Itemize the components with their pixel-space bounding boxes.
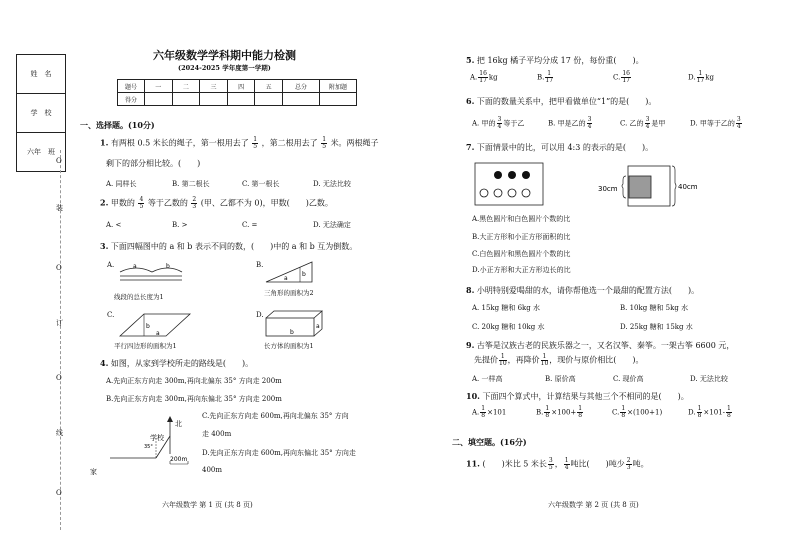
fraction (645, 117, 651, 130)
option-a[interactable] (470, 71, 498, 84)
denominator: 4 (497, 123, 502, 130)
question-2 (100, 197, 333, 210)
numerator: 3 (736, 116, 741, 123)
numerator: 4 (139, 196, 144, 203)
option-c[interactable]: C. 现价高 (613, 375, 644, 383)
numerator: 1 (578, 405, 583, 412)
label-a: a (316, 323, 320, 330)
section-title: 一、选择题。(10分) (80, 120, 155, 130)
numerator: 1 (698, 70, 703, 77)
fraction (626, 458, 632, 471)
denominator: 17 (479, 77, 487, 84)
score-row-label: 得分 (118, 93, 145, 106)
numerator: 1 (322, 136, 327, 143)
fraction (548, 458, 554, 471)
fraction (497, 117, 503, 130)
denominator: 8 (578, 412, 583, 419)
option-d[interactable]: D.先向正东方向走 600m,再向东偏北 35° 方向走 (202, 449, 356, 457)
option-d[interactable]: D. 25kg 糖和 15kg 水 (620, 323, 693, 331)
numerator: 2 (626, 457, 631, 464)
fraction (191, 197, 197, 210)
denominator: 8 (481, 412, 486, 419)
question-text: ，第二根用去了 (261, 138, 318, 148)
question-text: 有两根 0.5 米长的绳子，第一根用去了 (110, 138, 249, 148)
white-circle (494, 189, 502, 197)
numerator: 1 (481, 405, 486, 412)
question-1 (100, 137, 379, 150)
option-prefix: B. (536, 408, 544, 417)
angle-label: 35° (144, 444, 153, 450)
score-header-cell: 附加题 (320, 80, 357, 93)
figure-d-label[interactable]: D. (256, 311, 264, 319)
fraction (587, 117, 593, 130)
page-title: 六年级数学学科期中能力检测 (153, 49, 296, 62)
denominator: 10 (540, 360, 549, 367)
question-number: 9. (466, 340, 475, 350)
option-prefix: B. (537, 73, 545, 82)
option-prefix: A. (472, 408, 480, 417)
question-text-line2: 剩下的部分相比较。( ) (106, 159, 201, 168)
denominator: 4 (736, 123, 741, 130)
fraction (620, 406, 626, 419)
question-4 (100, 359, 253, 368)
option-b[interactable]: B. 第二根长 (172, 180, 210, 188)
denominator: 4 (587, 123, 592, 130)
option-b[interactable]: B.先向正东方向走 300m,再向东偏北 35° 方向走 200m (106, 395, 282, 403)
label-b: b (290, 329, 294, 336)
white-circle (508, 189, 516, 197)
fraction (621, 71, 631, 84)
question-number: 10. (466, 391, 480, 401)
binding-mark: O (56, 264, 62, 272)
option-text: C. 乙的 (620, 119, 644, 128)
black-circle (522, 171, 530, 179)
denominator: 8 (697, 412, 702, 419)
binding-mark: 装 (56, 204, 63, 212)
option-d[interactable]: D. 无法比较 (690, 375, 728, 383)
fraction (736, 117, 742, 130)
numerator: 1 (253, 136, 258, 143)
numerator: 1 (564, 457, 569, 464)
figure-b-caption: 三角形的面积为2 (264, 289, 314, 297)
option-b[interactable] (548, 117, 593, 130)
denominator: 17 (622, 77, 630, 84)
option-b[interactable]: B. > (172, 221, 188, 229)
option-b[interactable] (537, 71, 554, 84)
option-c[interactable] (620, 117, 665, 130)
question-text: ( )米比 5 米长 (482, 459, 547, 469)
label-30cm: 30cm (598, 185, 618, 193)
option-a[interactable]: A.先向正东方向走 300m,再向北偏东 35° 方向走 200m (106, 377, 282, 385)
option-prefix: C. (612, 408, 620, 417)
denominator: 5 (548, 464, 553, 471)
page-subtitle: (2024-2025 学年度第一学期) (178, 64, 271, 72)
option-d-line2[interactable]: 400m (202, 466, 222, 474)
question-text: 等于乙数的 (147, 198, 188, 208)
question-text: ，现价与原价相比( )。 (549, 355, 644, 365)
question-9-line2 (474, 354, 644, 367)
option-a[interactable] (472, 406, 506, 419)
option-a[interactable]: A.黑色圆片和白色圆片个数的比 (472, 215, 571, 223)
question-text: 把 16kg 橘子平均分成 17 份，每份重( )。 (476, 56, 644, 65)
denominator: 5 (322, 143, 327, 150)
numerator: 1 (697, 405, 702, 412)
figure-a-caption: 线段的总长度为1 (114, 293, 164, 301)
fraction (545, 71, 553, 84)
denominator: 3 (626, 464, 631, 471)
fraction (478, 71, 488, 84)
white-circle (522, 189, 530, 197)
binding-mark: O (56, 157, 62, 165)
question-9 (466, 341, 734, 350)
question-number: 1. (100, 137, 109, 148)
denominator: 17 (545, 77, 554, 84)
label-b: b (166, 263, 170, 270)
option-d[interactable] (688, 406, 733, 419)
option-text: 是甲 (651, 119, 666, 128)
question-number: 4. (100, 358, 109, 368)
score-cell[interactable] (283, 93, 320, 106)
option-a[interactable] (472, 117, 524, 130)
black-circle (508, 171, 516, 179)
option-c-line2[interactable]: 走 400m (202, 430, 232, 438)
score-header-cell: 五 (255, 80, 283, 93)
unit: kg (488, 73, 498, 82)
question-text: 小明特别爱喝甜的水，请你帮他选一个最甜的配置方法( )。 (476, 286, 700, 295)
school-label: 学校 (150, 434, 164, 442)
class-cell: 六年 班 (17, 133, 66, 172)
question-number: 8. (466, 285, 475, 295)
north-label: 北 (175, 420, 182, 428)
option-text: B. 甲是乙的 (548, 119, 586, 128)
question-text: 古筝是汉族古老的民族乐器之一，又名汉筝、秦筝。一架古筝 6600 元， (476, 341, 735, 350)
figure-c-caption: 平行四边形的面积为1 (114, 342, 177, 350)
denominator: 8 (545, 412, 550, 419)
option-a[interactable]: A. 一样高 (472, 375, 503, 383)
fraction (726, 406, 732, 419)
student-info-box (16, 54, 66, 172)
question-text: 下面四个算式中，计算结果与其他三个不相同的是( )。 (482, 392, 689, 401)
question-text: ，再降价 (507, 355, 540, 365)
option-prefix: D. (688, 408, 696, 417)
numerator: 1 (542, 353, 547, 360)
question-text: 如图，从家到学校所走的路线是( )。 (110, 359, 254, 368)
footer-right: 六年级数学 第 2 页 (共 8 页) (548, 501, 639, 509)
figure-c-parallelogram (114, 310, 194, 340)
option-b[interactable]: B.大正方形和小正方形面积的比 (472, 233, 571, 241)
option-b[interactable]: B. 10kg 糖和 5kg 水 (620, 304, 689, 312)
option-b[interactable]: B. 原价高 (545, 375, 576, 383)
numerator: 16 (479, 70, 487, 77)
fraction (541, 354, 549, 367)
numerator: 3 (587, 116, 592, 123)
fraction (697, 71, 705, 84)
score-cell[interactable] (200, 93, 228, 106)
option-c[interactable] (612, 406, 662, 419)
question-text: 米。两根绳子 (330, 138, 379, 148)
scale-label: 200m (170, 456, 188, 463)
figure-b-label[interactable]: B. (256, 261, 264, 269)
route-map (84, 414, 202, 480)
score-header-cell: 一 (145, 80, 173, 93)
option-d[interactable]: D. 无法确定 (313, 221, 351, 229)
denominator: 3 (192, 203, 197, 210)
binding-mark: 线 (56, 429, 63, 437)
white-circle (480, 189, 488, 197)
fraction (544, 406, 550, 419)
score-cell[interactable] (172, 93, 200, 106)
question-text: 吨。 (632, 459, 649, 469)
fraction (252, 137, 258, 150)
figure-d-caption: 长方体的面积为1 (264, 342, 314, 350)
option-c[interactable]: C.白色圆片和黑色圆片个数的比 (472, 250, 571, 258)
option-b[interactable] (536, 406, 584, 419)
option-prefix: C. (613, 73, 621, 82)
question-text: 下面情景中的比，可以用 4:3 的表示的是( )。 (476, 143, 654, 152)
option-d[interactable]: D.小正方形和大正方形边长的比 (472, 266, 571, 274)
numerator: 3 (497, 116, 502, 123)
black-circle (494, 171, 502, 179)
fraction (321, 137, 327, 150)
option-text: ×101 (487, 408, 507, 417)
denominator: 8 (621, 412, 626, 419)
question-7 (466, 143, 653, 152)
squares-figure (596, 164, 706, 208)
score-header-cell: 三 (200, 80, 228, 93)
question-5 (466, 56, 644, 65)
figure-d-cuboid (262, 308, 326, 340)
question-number: 6. (466, 96, 475, 106)
numerator: 1 (500, 353, 505, 360)
score-cell[interactable] (255, 93, 283, 106)
question-text: 吨比( )吨少 (570, 459, 625, 469)
question-number: 11. (466, 458, 480, 469)
denominator: 8 (727, 412, 731, 419)
option-text: ×101- (703, 408, 726, 417)
denominator: 17 (696, 77, 705, 84)
option-text: D. 甲等于乙的 (690, 119, 735, 128)
option-d[interactable]: D. 无法比较 (313, 180, 351, 188)
option-text: 等于乙 (503, 119, 525, 128)
option-c[interactable]: C.先向正东方向走 600m,再向北偏东 35° 方向 (202, 412, 349, 420)
question-11 (466, 458, 649, 471)
label-a: a (284, 275, 288, 282)
question-text: 甲数的 (110, 198, 135, 208)
figure-c-label[interactable]: C. (107, 311, 115, 319)
score-cell[interactable] (227, 93, 255, 106)
section-title: 二、填空题。(16分) (452, 437, 527, 447)
school-cell: 学 校 (17, 94, 66, 133)
binding-mark: O (56, 374, 62, 382)
option-prefix: D. (688, 73, 696, 82)
question-text: 下面的数量关系中，把甲看做单位“1”的是( )。 (476, 97, 657, 106)
numerator: 16 (622, 70, 630, 77)
footer-left: 六年级数学 第 1 页 (共 8 页) (162, 501, 253, 509)
fraction (697, 406, 703, 419)
question-8 (466, 286, 699, 295)
question-text: 下面四幅图中的 a 和 b 表示不同的数，( )中的 a 和 b 互为倒数。 (110, 242, 358, 251)
binding-mark: O (56, 489, 62, 497)
numerator: 1 (727, 405, 731, 412)
question-number: 5. (466, 55, 475, 65)
home-label: 家 (90, 468, 97, 476)
question-text: ， (554, 459, 563, 469)
option-d[interactable] (690, 117, 743, 130)
option-d[interactable] (688, 71, 714, 84)
numerator: 3 (548, 457, 553, 464)
option-c[interactable]: C. 20kg 糖和 10kg 水 (472, 323, 545, 331)
name-cell: 姓 名 (17, 55, 66, 94)
denominator: 5 (253, 143, 258, 150)
denominator: 4 (564, 464, 569, 471)
option-text: ×(100+1) (627, 408, 663, 417)
option-c[interactable]: C. = (242, 221, 258, 229)
binding-mark: 订 (56, 319, 63, 327)
numerator: 1 (547, 70, 552, 77)
question-number: 2. (100, 197, 109, 208)
score-cell[interactable] (145, 93, 173, 106)
numerator: 3 (645, 116, 650, 123)
option-prefix: A. (470, 73, 478, 82)
option-a[interactable]: A. < (106, 221, 122, 229)
option-text: A. 甲的 (472, 119, 496, 128)
label-40cm: 40cm (678, 183, 698, 191)
circles-figure (474, 162, 544, 206)
option-c[interactable]: C. 第一根长 (242, 180, 280, 188)
question-number: 3. (100, 241, 109, 251)
label-a: a (156, 330, 160, 337)
label-b: b (302, 271, 306, 278)
numerator: 1 (545, 405, 550, 412)
fraction (564, 458, 570, 471)
question-number: 7. (466, 142, 475, 152)
option-a[interactable]: A. 15kg 糖和 6kg 水 (472, 304, 540, 312)
score-header-cell: 总分 (283, 80, 320, 93)
numerator: 1 (621, 405, 626, 412)
question-3 (100, 242, 357, 251)
question-6 (466, 97, 656, 106)
label-b: b (146, 323, 150, 330)
unit: kg (705, 73, 714, 82)
denominator: 5 (139, 203, 144, 210)
score-header-cell: 题号 (118, 80, 145, 93)
score-header-cell: 四 (227, 80, 255, 93)
figure-a-segment (116, 258, 186, 290)
figure-a-label[interactable]: A. (107, 261, 115, 269)
option-c[interactable] (613, 71, 632, 84)
option-text: ×100+ (551, 408, 577, 417)
score-header-cell: 二 (172, 80, 200, 93)
denominator: 4 (645, 123, 650, 130)
numerator: 2 (192, 196, 197, 203)
score-cell[interactable] (320, 93, 357, 106)
label-a: a (133, 263, 137, 270)
question-text: 先提价 (474, 355, 498, 365)
fraction (577, 406, 583, 419)
score-table (117, 79, 357, 106)
question-10 (466, 392, 689, 401)
figure-b-triangle (262, 258, 322, 286)
fraction (499, 354, 507, 367)
fraction (138, 197, 144, 210)
fraction (480, 406, 486, 419)
denominator: 10 (499, 360, 507, 367)
question-text: (甲、乙都不为 0)，甲数( )乙数。 (200, 198, 333, 208)
option-a[interactable]: A. 同样长 (106, 180, 137, 188)
